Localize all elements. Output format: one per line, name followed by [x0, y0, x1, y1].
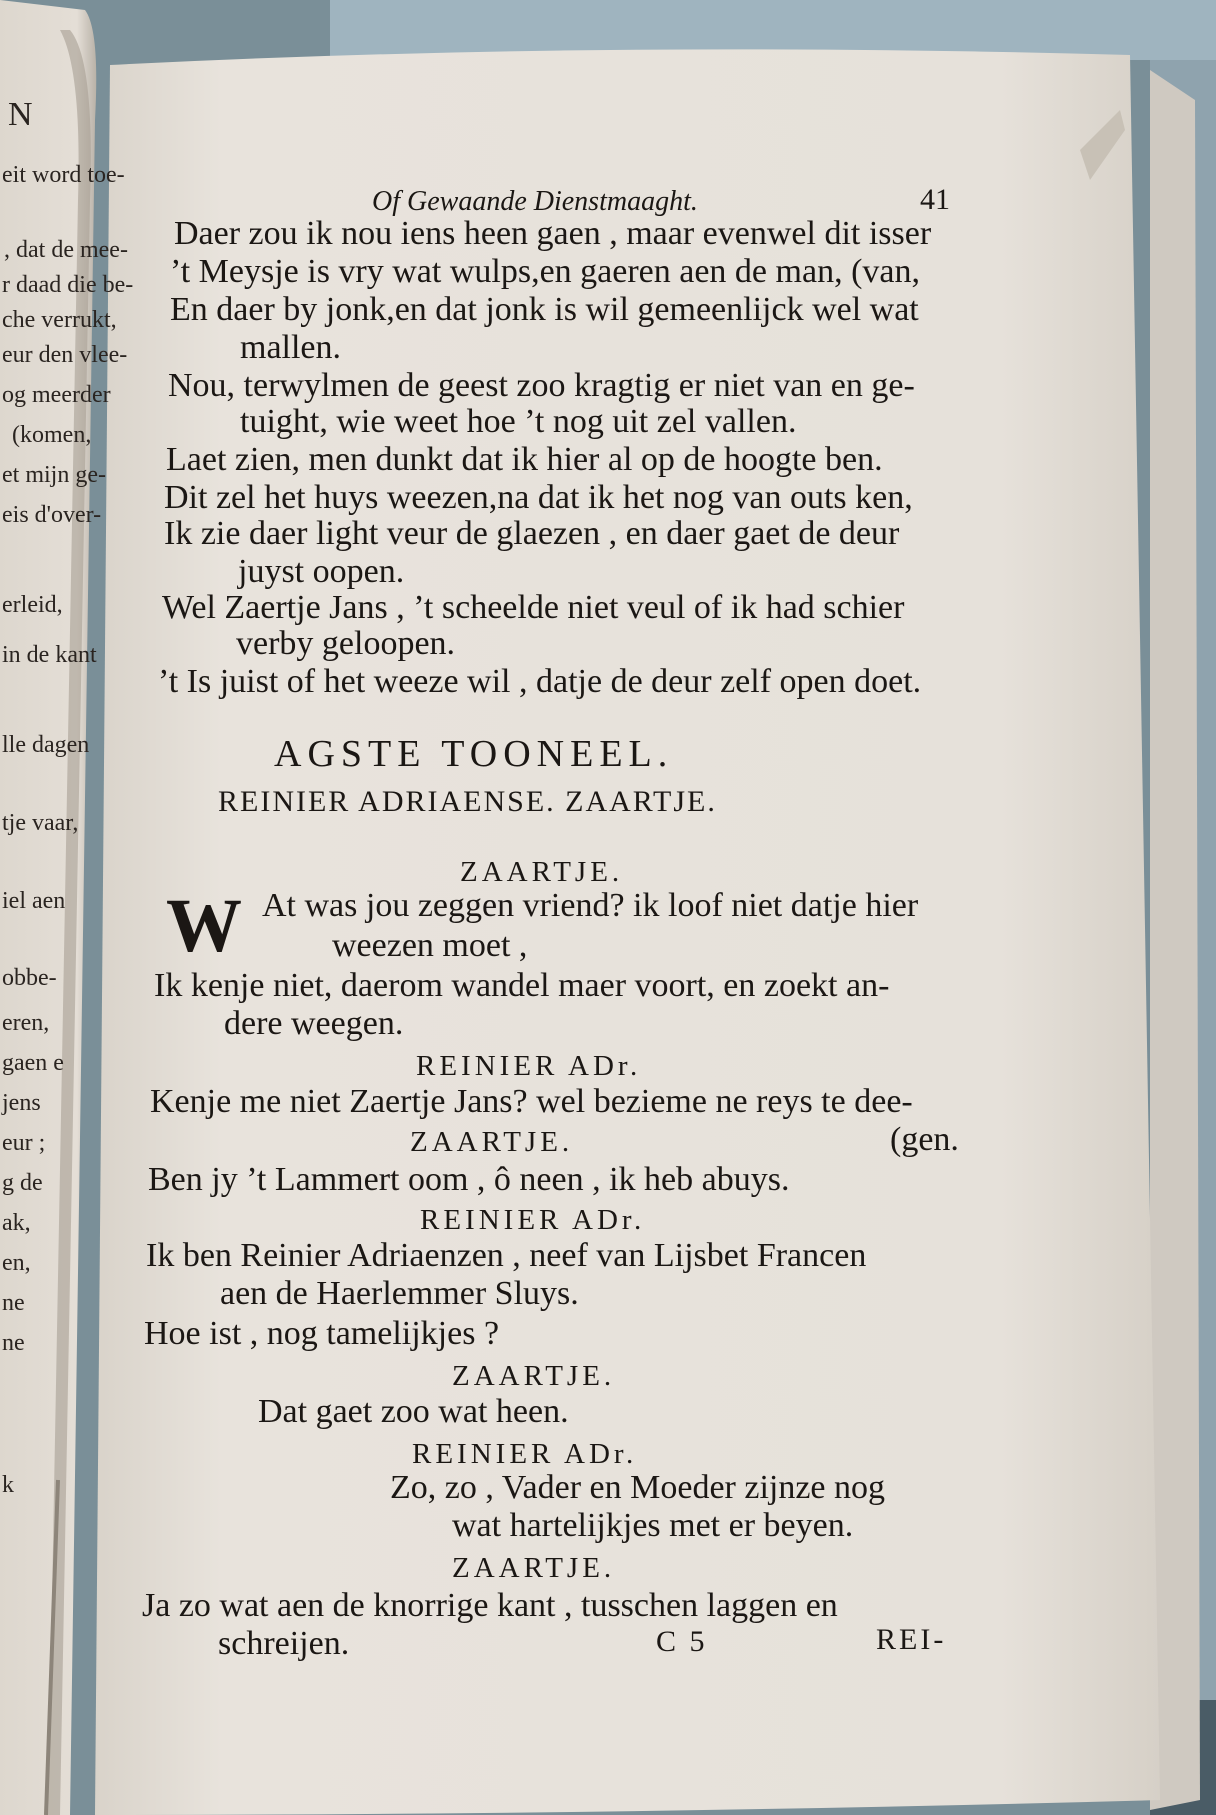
text-line: ’t Is juist of het weeze wil , datje de deur zelf open doet.	[158, 663, 922, 700]
speaker-label: ZAARTJE.	[452, 1360, 616, 1392]
speaker-label: ZAARTJE.	[452, 1552, 616, 1584]
speaker-label: REINIER ADr.	[412, 1438, 638, 1470]
text-line: Ja zo wat aen de knorrige kant , tusschen laggen en	[142, 1587, 838, 1624]
text-line: ’t Meysje is vry wat wulps,en gaeren aen de man, (van,	[170, 253, 920, 290]
left-fragment: tje vaar,	[2, 810, 79, 836]
left-fragment: ne	[2, 1330, 25, 1356]
left-fragment: r daad die be-	[2, 272, 134, 298]
page-number: 41	[920, 183, 950, 216]
left-fragment: obbe-	[2, 965, 57, 991]
text-line: Daer zou ik nou iens heen gaen , maar evenwel dit isser	[174, 215, 932, 252]
left-fragment: et mijn ge-	[2, 462, 106, 488]
text-line: Ik zie daer light veur de glaezen , en daer gaet de deur	[164, 515, 900, 552]
signature-mark: C 5	[656, 1625, 708, 1658]
text-line: juyst oopen.	[238, 553, 405, 590]
left-fragment: k	[2, 1472, 14, 1498]
left-fragment: in de kant	[2, 642, 97, 668]
scene-title: AGSTE TOONEEL.	[274, 733, 674, 775]
left-fragment: che verrukt,	[2, 307, 117, 333]
left-fragment: (komen,	[12, 422, 92, 448]
text-line: (gen.	[890, 1121, 959, 1158]
left-fragment: iel aen	[2, 888, 66, 914]
text-line: Ben jy ’t Lammert oom , ô neen , ik heb abuys.	[148, 1161, 790, 1198]
drop-cap: W	[166, 884, 242, 968]
left-fragment: , dat de mee-	[4, 237, 128, 263]
text-line: Hoe ist , nog tamelijkjes ?	[144, 1315, 500, 1352]
text-line: Kenje me niet Zaertje Jans? wel bezieme ne reys te dee-	[150, 1083, 913, 1120]
left-fragment: g de	[2, 1170, 43, 1196]
cast-list: REINIER ADRIAENSE. ZAARTJE.	[218, 785, 717, 818]
text-line: Nou, terwylmen de geest zoo kragtig er niet van en ge-	[168, 367, 915, 404]
text-line: tuight, wie weet hoe ’t nog uit zel vallen.	[240, 403, 797, 440]
left-fragment: og meerder	[2, 382, 111, 408]
left-fragment: eit word toe-	[2, 162, 125, 188]
text-line: En daer by jonk,en dat jonk is wil gemeenlijck wel wat	[170, 291, 919, 328]
text-line: dere weegen.	[224, 1005, 404, 1042]
text-line: Dat gaet zoo wat heen.	[258, 1393, 569, 1430]
text-line: Ik ben Reinier Adriaenzen , neef van Lijsbet Francen	[146, 1237, 867, 1274]
left-fragment: eur ;	[2, 1130, 46, 1156]
text-line: weezen moet ,	[332, 927, 528, 964]
text-line: mallen.	[240, 329, 342, 366]
catchword: REI-	[876, 1623, 947, 1656]
left-fragment: eren,	[2, 1010, 50, 1036]
speaker-label: REINIER ADr.	[416, 1050, 642, 1082]
left-fragment: lle dagen	[2, 732, 90, 758]
left-fragment: eis d'over-	[2, 502, 102, 528]
left-fragment: erleid,	[2, 592, 63, 618]
left-fragment: eur den vlee-	[2, 342, 128, 368]
left-fragment: en,	[2, 1250, 31, 1276]
left-fragment: N	[8, 96, 33, 133]
running-head: Of Gewaande Dienstmaaght.	[372, 186, 698, 217]
text-line: Ik kenje niet, daerom wandel maer voort, en zoekt an-	[154, 967, 890, 1004]
text-line: wat hartelijkjes met er beyen.	[452, 1507, 854, 1544]
left-fragment: ak,	[2, 1210, 31, 1236]
left-fragment: ne	[2, 1290, 25, 1316]
speaker-label: ZAARTJE.	[410, 1126, 574, 1158]
text-line: schreijen.	[218, 1625, 350, 1662]
left-fragment: gaen e	[2, 1050, 64, 1076]
left-fragment: jens	[2, 1090, 41, 1116]
text-line: aen de Haerlemmer Sluys.	[220, 1275, 579, 1312]
speaker-label: ZAARTJE.	[460, 856, 624, 888]
text-line: verby geloopen.	[236, 625, 456, 662]
text-line: At was jou zeggen vriend? ik loof niet datje hier	[262, 887, 919, 924]
speaker-label: REINIER ADr.	[420, 1204, 646, 1236]
text-line: Zo, zo , Vader en Moeder zijnze nog	[390, 1469, 886, 1506]
text-line: Wel Zaertje Jans , ’t scheelde niet veul of ik had schier	[162, 589, 905, 626]
text-line: Dit zel het huys weezen,na dat ik het nog van outs ken,	[164, 479, 913, 516]
text-line: Laet zien, men dunkt dat ik hier al op de hoogte ben.	[166, 441, 883, 478]
